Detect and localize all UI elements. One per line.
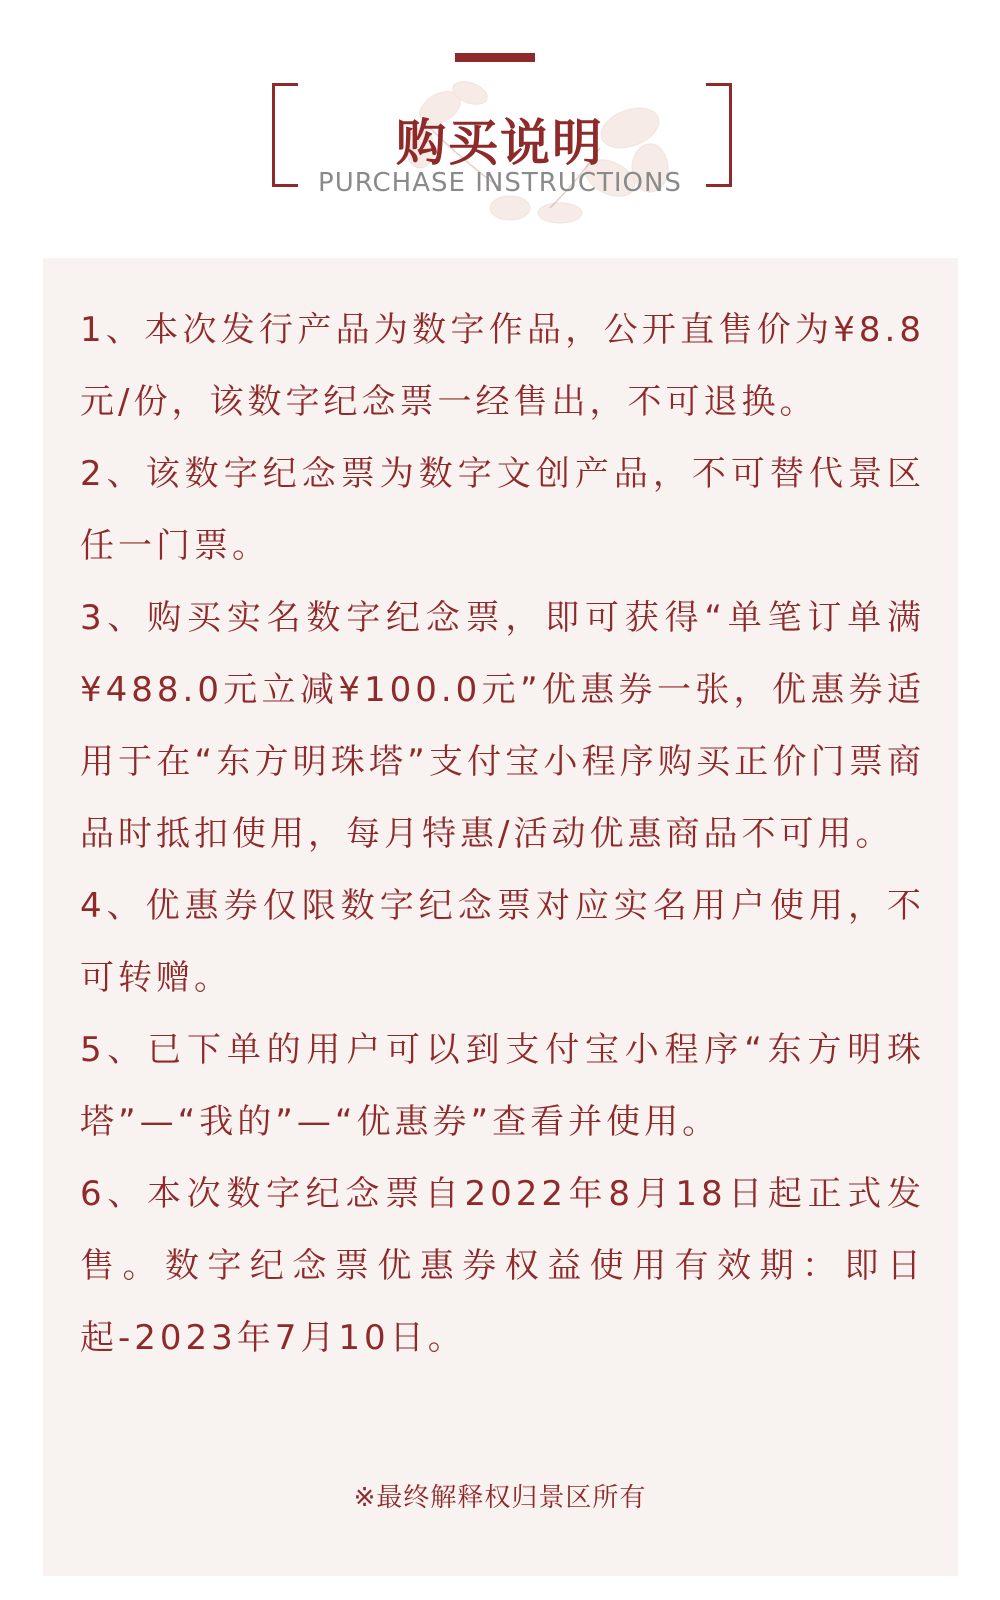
instruction-item-4: 4、优惠券仅限数字纪念票对应实名用户使用，不可转赠。	[80, 886, 925, 998]
instruction-item-1: 1、本次发行产品为数字作品，公开直售价为¥8.8元/份，该数字纪念票一经售出，不可退换。	[80, 310, 925, 422]
instruction-item-5: 5、已下单的用户可以到支付宝小程序“东方明珠塔”—“我的”—“优惠券”查看并使用。	[80, 1030, 925, 1142]
header-accent-bar	[455, 53, 535, 62]
instruction-item-6: 6、本次数字纪念票自2022年8月18日起正式发售。数字纪念票优惠券权益使用有效期：即日起-2023年7月10日。	[80, 1174, 925, 1358]
footer-note: ※最终解释权归景区所有	[353, 1483, 647, 1513]
page-subtitle: PURCHASE INSTRUCTIONS	[318, 168, 682, 198]
instruction-item-3: 3、购买实名数字纪念票，即可获得“单笔订单满¥488.0元立减¥100.0元”优惠券一张，优惠券适用于在“东方明珠塔”支付宝小程序购买正价门票商品时抵扣使用，每月特惠/活动优惠商品不可用。	[80, 598, 925, 854]
page-title: 购买说明	[396, 114, 604, 172]
instructions-list	[80, 294, 925, 1374]
instruction-item-2: 2、该数字纪念票为数字文创产品，不可替代景区任一门票。	[80, 454, 925, 566]
